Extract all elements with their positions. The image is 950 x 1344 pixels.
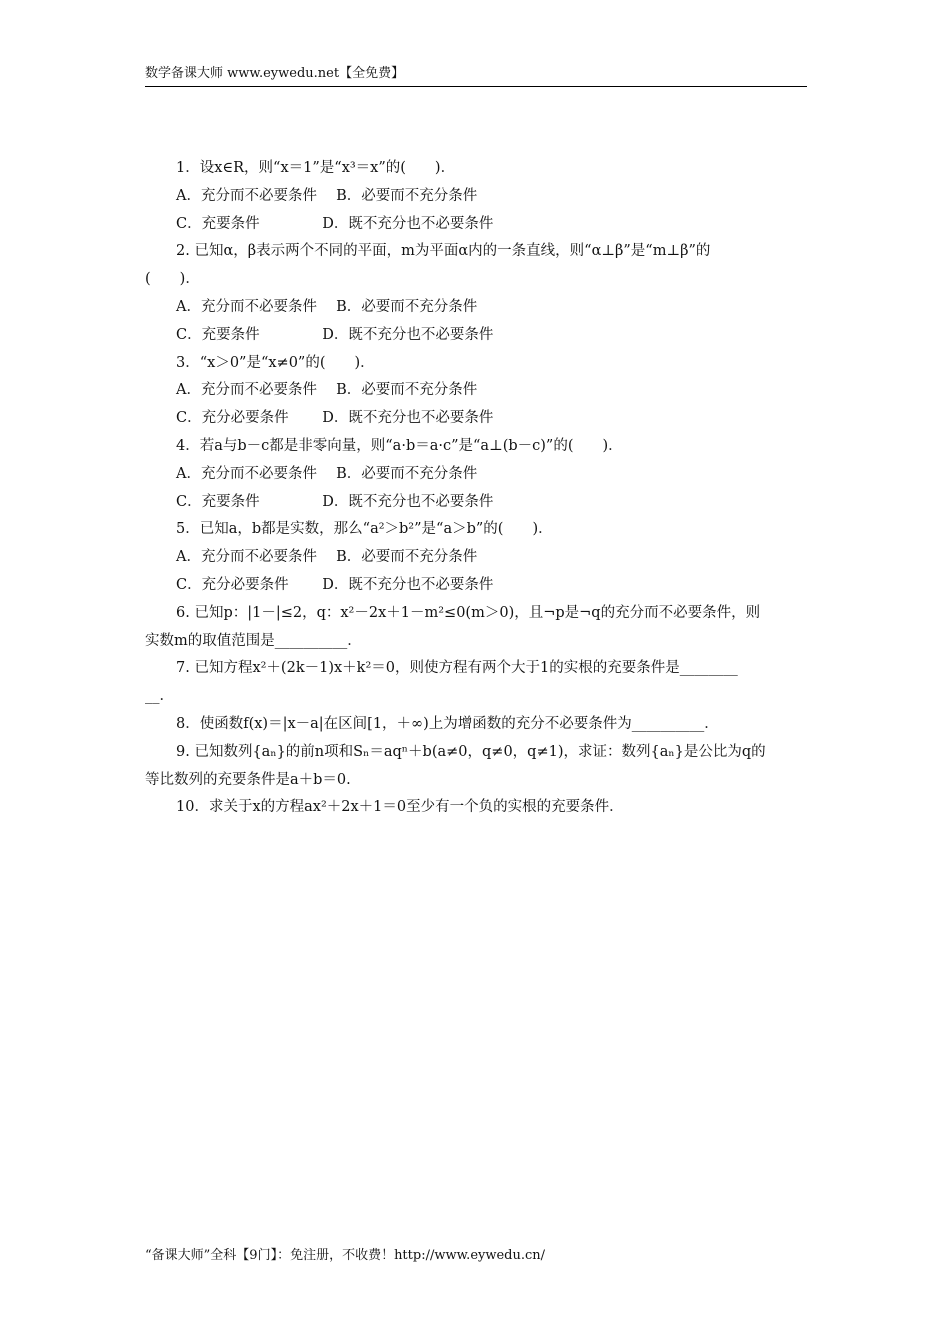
q5-options-cd: C．充分必要条件 D．既不充分也不必要条件 (176, 576, 494, 593)
q8-stem: 8．使函数f(x)＝|x－a|在区间[1，＋∞)上为增函数的充分不必要条件为__________． (176, 715, 719, 732)
q4-stem: 4．若a与b－c都是非零向量，则“a·b＝a·c”是“a⊥(b－c)”的( )． (176, 437, 623, 454)
q7-stem-cont: __． (145, 688, 174, 705)
q2-stem-cont: ( )． (145, 271, 200, 288)
q4-options-cd: C．充要条件 D．既不充分也不必要条件 (176, 493, 494, 510)
footer-text: “备课大师”全科【9门】：免注册，不收费！http://www.eywedu.cn/ (145, 1248, 546, 1263)
q2-stem: 2. 已知α，β表示两个不同的平面，m为平面α内的一条直线，则“α⊥β”是“m⊥β”的 (176, 243, 711, 260)
exercise-list (145, 155, 807, 822)
q3-stem: 3．“x＞0”是“x≠0”的( )． (176, 354, 375, 371)
q9-stem-cont: 等比数列的充要条件是a＋b＝0. (145, 771, 351, 788)
q4-options-ab: A．充分而不必要条件 B．必要而不充分条件 (176, 465, 478, 482)
q5-stem: 5．已知a，b都是实数，那么“a²＞b²”是“a＞b”的( )． (176, 521, 553, 538)
q3-options-ab: A．充分而不必要条件 B．必要而不充分条件 (176, 382, 478, 399)
q1-stem: 1．设x∈R，则“x＝1”是“x³＝x”的( )． (176, 160, 456, 176)
q2-options-cd: C．充要条件 D．既不充分也不必要条件 (176, 326, 494, 343)
q1-options-ab: A．充分而不必要条件 B．必要而不充分条件 (176, 187, 478, 204)
header-text: 数学备课大师 www.eywedu.net【全免费】 (145, 66, 405, 81)
q10-stem: 10．求关于x的方程ax²＋2x＋1＝0至少有一个负的实根的充要条件． (176, 799, 624, 816)
page-header (145, 64, 807, 87)
q9-stem: 9. 已知数列{aₙ}的前n项和Sₙ＝aqⁿ＋b(a≠0，q≠0，q≠1)，求证：数列{aₙ}是公比为q的 (176, 743, 766, 760)
q5-options-ab: A．充分而不必要条件 B．必要而不充分条件 (176, 549, 478, 566)
q1-options-cd: C．充要条件 D．既不充分也不必要条件 (176, 215, 494, 232)
q6-stem: 6. 已知p：|1－|≤2，q：x²－2x＋1－m²≤0(m＞0)，且¬p是¬q的充分而不必要条件，则 (176, 604, 761, 621)
q3-options-cd: C．充分必要条件 D．既不充分也不必要条件 (176, 410, 494, 427)
page-footer (145, 1244, 545, 1263)
q6-stem-cont: 实数m的取值范围是__________． (145, 632, 362, 649)
q7-stem: 7. 已知方程x²＋(2k－1)x＋k²＝0，则使方程有两个大于1的实根的充要条件是________ (176, 660, 738, 677)
q2-options-ab: A．充分而不必要条件 B．必要而不充分条件 (176, 298, 478, 315)
